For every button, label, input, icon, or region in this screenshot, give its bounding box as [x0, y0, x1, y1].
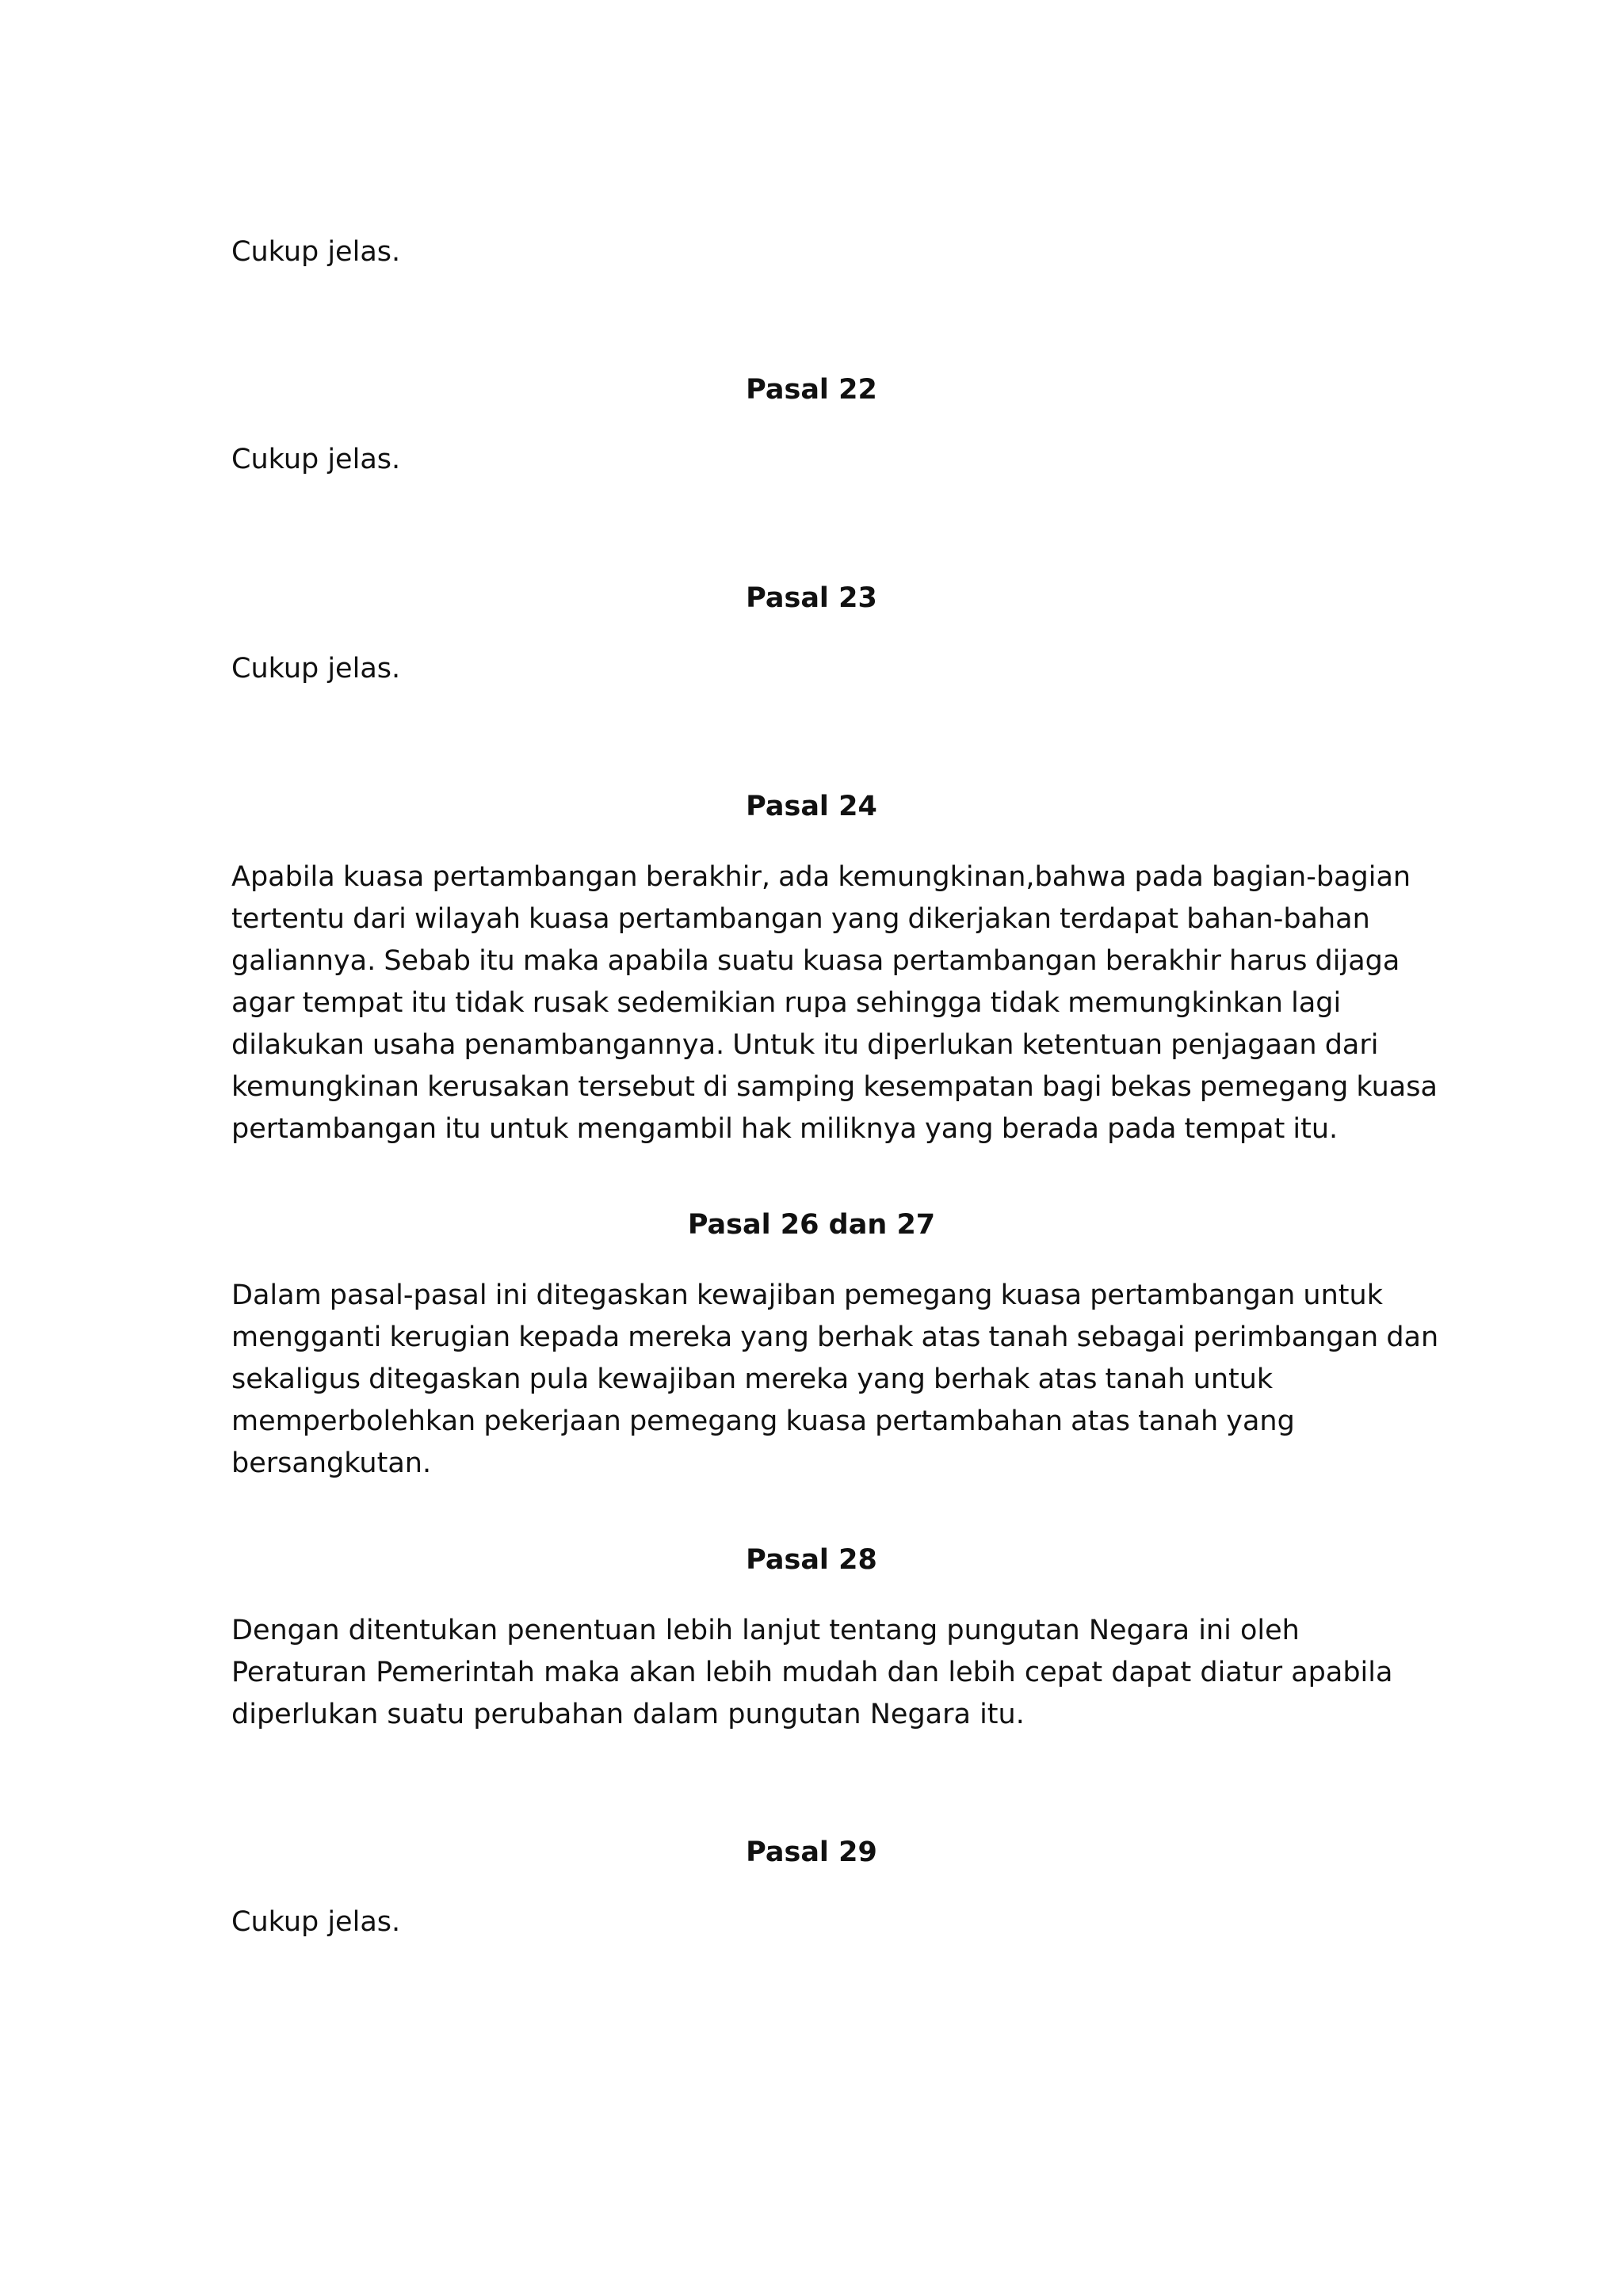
section-body-pasal-23: Cukup jelas. [231, 653, 401, 685]
section-body-pasal-29: Cukup jelas. [231, 1906, 401, 1938]
section-heading-pasal-29: Pasal 29 [746, 1836, 877, 1868]
section-body-pasal-22: Cukup jelas. [231, 444, 401, 475]
section-body-pasal-26-27: Dalam pasal-pasal ini ditegaskan kewajiban pemegang kuasa pertambangan untuk mengganti kerugian kepada mereka yang berhak atas tanah sebagai perimbangan dan sekaligus ditegaskan pula kewajiban mereka yang berhak atas tanah untuk memperbolehkan pekerjaan pemegang kuasa pertambahan atas tanah yang bersangkutan. [231, 1280, 1439, 1479]
section-body-pasal-24: Apabila kuasa pertambangan berakhir, ada kemungkinan,bahwa pada bagian-bagian tertentu dari wilayah kuasa pertambangan yang dikerjakan terdapat bahan-bahan galiannya. Sebab itu maka apabila suatu kuasa pertambangan berakhir harus dijaga agar tempat itu tidak rusak sedemikian rupa sehingga tidak memungkinkan lagi dilakukan usaha penambangannya. Untuk itu diperlukan ketentuan penjagaan dari kemungkinan kerusakan tersebut di samping kesempatan bagi bekas pemegang kuasa pertambangan itu untuk mengambil hak miliknya yang berada pada tempat itu. [231, 861, 1438, 1145]
top-note-text: Cukup jelas. [231, 236, 401, 268]
section-heading-pasal-22: Pasal 22 [746, 374, 877, 406]
section-body-pasal-28: Dengan ditentukan penentuan lebih lanjut tentang pungutan Negara ini oleh Peraturan Pemerintah maka akan lebih mudah dan lebih cepat dapat diatur apabila diperlukan suatu perubahan dalam pungutan Negara itu. [231, 1615, 1393, 1730]
section-heading-pasal-24: Pasal 24 [746, 791, 877, 822]
section-heading-pasal-23: Pasal 23 [746, 582, 877, 614]
section-heading-pasal-28: Pasal 28 [746, 1544, 877, 1576]
section-heading-pasal-26-27: Pasal 26 dan 27 [687, 1209, 936, 1241]
